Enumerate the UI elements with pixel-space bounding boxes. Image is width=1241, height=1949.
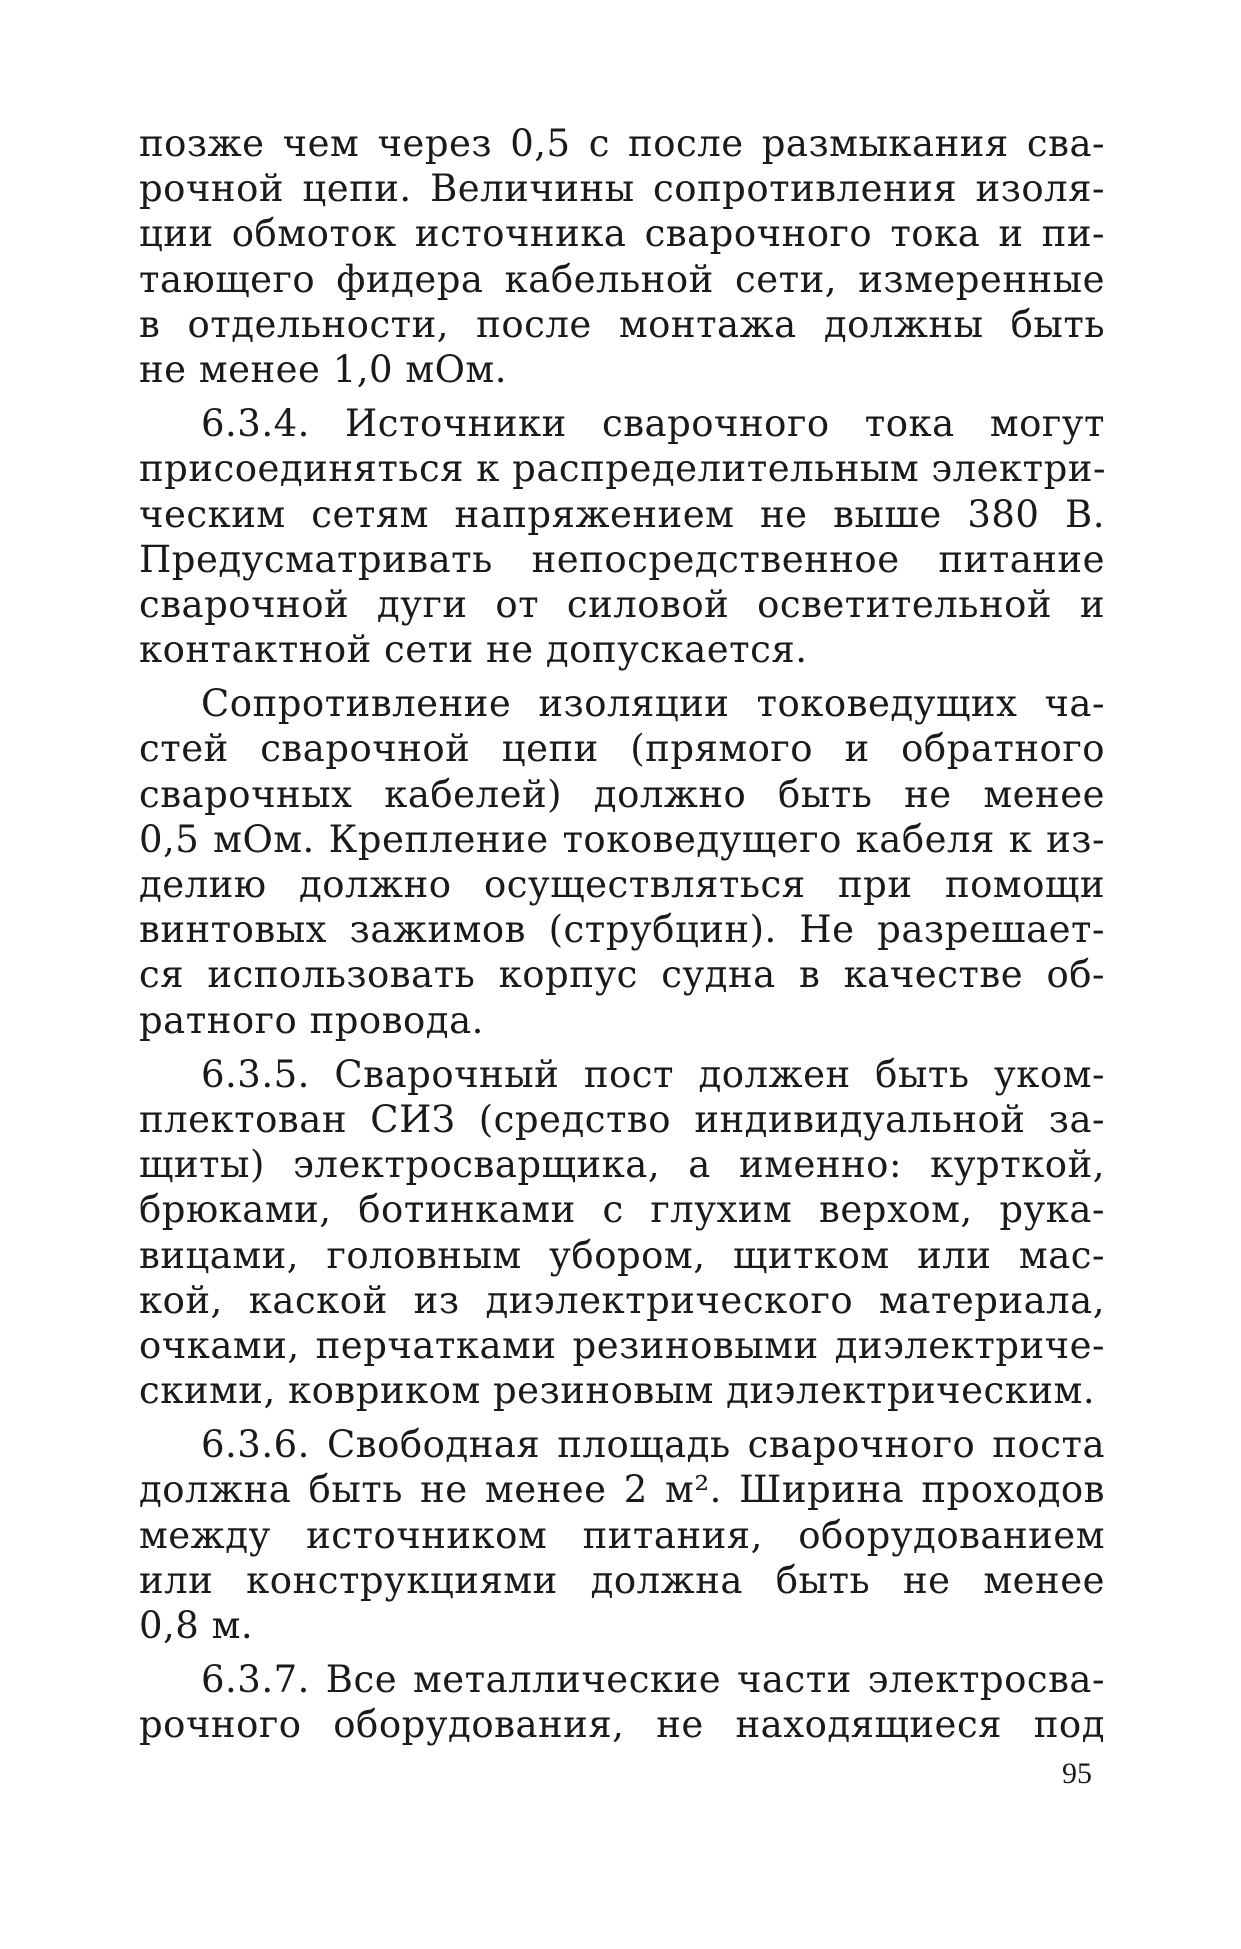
paragraph-6-3-6 (139, 1422, 1105, 1648)
text-line: ратного провода. (139, 998, 484, 1042)
text-line: щиты) электросварщика, а именно: курткой, (139, 1143, 1105, 1187)
text-line: 6.3.6. Свободная площадь сварочного поста (201, 1423, 1105, 1467)
text-line: ся использовать корпус судна в качестве об- (139, 953, 1105, 997)
text-line: тающего фидера кабельной сети, измеренные (139, 257, 1105, 301)
text-line: Сопротивление изоляции токоведущих ча- (201, 682, 1105, 726)
text-line: скими, ковриком резиновым диэлектрическим. (139, 1369, 1096, 1413)
text-line: позже чем через 0,5 с после размыкания сва- (139, 122, 1105, 165)
text-line: плектован СИЗ (средство индивидуальной за- (139, 1097, 1105, 1141)
body-text (139, 121, 1105, 1748)
text-line: очками, перчатками резиновыми диэлектриче- (139, 1323, 1105, 1367)
text-line: в отдельности, после монтажа должны быть (139, 302, 1105, 346)
text-line: 0,5 мОм. Крепление токоведущего кабеля к из- (139, 817, 1105, 861)
text-line: не менее 1,0 мОм. (139, 347, 507, 391)
paragraph-6-3-5 (139, 1052, 1105, 1414)
text-line: ции обмоток источника сварочного тока и пи- (139, 212, 1105, 256)
page-number: 95 (1062, 1757, 1092, 1790)
text-line: вицами, головным убором, щитком или мас- (139, 1233, 1105, 1277)
text-line: 6.3.4. Источники сварочного тока могут (201, 402, 1105, 446)
text-line: 6.3.5. Сварочный пост должен быть уком- (201, 1052, 1105, 1096)
paragraph (139, 121, 1105, 392)
paragraph-6-3-4 (139, 401, 1105, 672)
text-line: контактной сети не допускается. (139, 628, 808, 672)
text-line: кой, каской из диэлектрического материала, (139, 1278, 1105, 1322)
text-line: Предусматривать непосредственное питание (139, 537, 1105, 581)
paragraph-6-3-7 (139, 1657, 1105, 1747)
text-line: рочного оборудования, не находящиеся под (139, 1703, 1105, 1747)
text-line: 0,8 м. (139, 1604, 254, 1647)
text-line: присоединяться к распределительным электри- (139, 447, 1106, 491)
paragraph (139, 681, 1105, 1043)
text-line: или конструкциями должна быть не менее (139, 1558, 1105, 1602)
text-line: делию должно осуществляться при помощи (139, 863, 1105, 906)
text-line: брюками, ботинками с глухим верхом, рука- (139, 1188, 1105, 1232)
text-line: винтовых зажимов (струбцин). Не разрешает- (139, 908, 1105, 952)
text-line: 6.3.7. Все металлические части электросва- (201, 1658, 1105, 1702)
text-line: сварочной дуги от силовой осветительной и (139, 582, 1105, 626)
text-line: ческим сетям напряжением не выше 380 В. (139, 492, 1105, 536)
text-line: должна быть не менее 2 м². Ширина проходов (139, 1468, 1105, 1512)
text-line: между источником питания, оборудованием (139, 1513, 1105, 1557)
text-line: сварочных кабелей) должно быть не менее (139, 772, 1105, 816)
text-line: стей сварочной цепи (прямого и обратного (139, 727, 1105, 771)
text-line: рочной цепи. Величины сопротивления изоля- (139, 167, 1105, 211)
